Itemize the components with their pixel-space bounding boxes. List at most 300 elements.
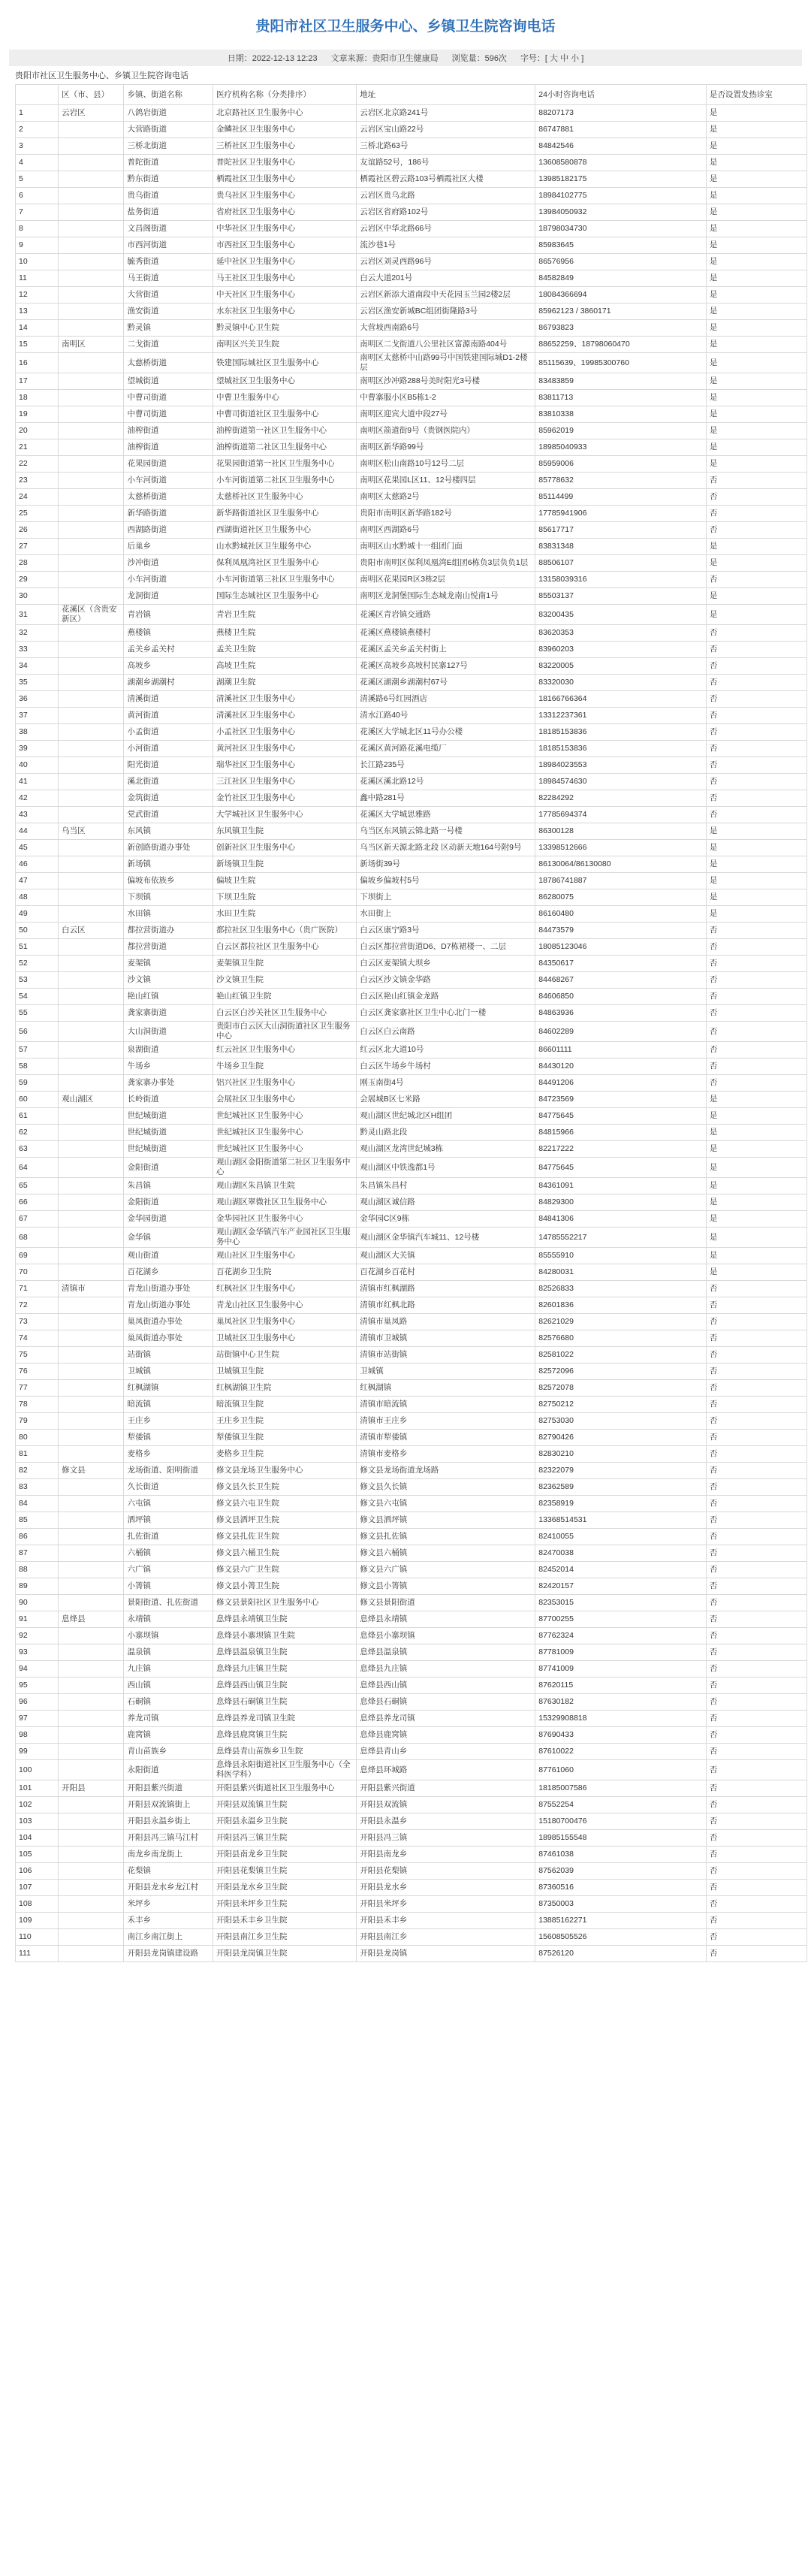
cell-row-index: 104 xyxy=(16,1830,59,1847)
cell-institution: 白云区白沙关社区卫生服务中心 xyxy=(213,1005,356,1022)
cell-institution: 下坝卫生院 xyxy=(213,889,356,906)
cell-phone: 83811713 xyxy=(535,390,707,406)
cell-address: 贵阳市南明区新华路182号 xyxy=(357,506,535,522)
cell-row-index: 26 xyxy=(16,522,59,539)
cell-district xyxy=(59,489,124,506)
cell-township: 六广镇 xyxy=(124,1562,213,1578)
cell-district xyxy=(59,956,124,972)
cell-institution: 都拉社区卫生服务中心（贵广医院） xyxy=(213,923,356,939)
cell-row-index: 61 xyxy=(16,1108,59,1125)
cell-district xyxy=(59,741,124,757)
cell-address: 息烽县小寨坝镇 xyxy=(357,1628,535,1644)
cell-district xyxy=(59,522,124,539)
cell-institution: 息烽县鹿窝镇卫生院 xyxy=(213,1727,356,1744)
cell-institution: 黔灵镇中心卫生院 xyxy=(213,320,356,337)
cell-institution: 息烽县永靖镇卫生院 xyxy=(213,1611,356,1628)
cell-phone: 15329908818 xyxy=(535,1711,707,1727)
cell-row-index: 93 xyxy=(16,1644,59,1661)
cell-row-index: 35 xyxy=(16,675,59,691)
cell-address: 清镇市站街镇 xyxy=(357,1347,535,1363)
table-row xyxy=(16,337,807,353)
cell-institution: 息烽县西山镇卫生院 xyxy=(213,1678,356,1694)
cell-row-index: 3 xyxy=(16,138,59,155)
cell-township: 观山街道 xyxy=(124,1248,213,1264)
cell-row-index: 107 xyxy=(16,1880,59,1896)
cell-address: 南明区迎宾大道中段27号 xyxy=(357,406,535,423)
cell-row-index: 102 xyxy=(16,1797,59,1813)
cell-township: 中曹司街道 xyxy=(124,406,213,423)
cell-township: 新创路街道办事处 xyxy=(124,840,213,856)
cell-row-index: 34 xyxy=(16,658,59,675)
table-row xyxy=(16,1578,807,1595)
table-row xyxy=(16,1595,807,1611)
cell-district xyxy=(59,1529,124,1545)
cell-address: 花溪区大学城思雅路 xyxy=(357,807,535,823)
cell-fever-clinic: 否 xyxy=(706,1545,806,1562)
cell-phone: 82572096 xyxy=(535,1363,707,1380)
cell-institution: 开阳县双流镇卫生院 xyxy=(213,1797,356,1813)
cell-address: 开阳县米坪乡 xyxy=(357,1896,535,1913)
cell-district xyxy=(59,790,124,807)
cell-address: 开阳县南龙乡 xyxy=(357,1847,535,1863)
cell-district xyxy=(59,1058,124,1075)
cell-institution: 息烽县温泉镇卫生院 xyxy=(213,1644,356,1661)
cell-address: 清溪路6号红园酒店 xyxy=(357,691,535,708)
cell-phone: 86747881 xyxy=(535,122,707,138)
cell-institution: 南明区兴关卫生院 xyxy=(213,337,356,353)
cell-institution: 高坡卫生院 xyxy=(213,658,356,675)
cell-address: 观山湖区诚信路 xyxy=(357,1194,535,1211)
cell-fever-clinic: 否 xyxy=(706,1022,806,1042)
cell-township: 二戈街道 xyxy=(124,337,213,353)
cell-institution: 青岩卫生院 xyxy=(213,605,356,625)
cell-address: 开阳县永温乡 xyxy=(357,1813,535,1830)
cell-institution: 偏坡卫生院 xyxy=(213,873,356,889)
table-row xyxy=(16,439,807,456)
cell-institution: 大学城社区卫生服务中心 xyxy=(213,807,356,823)
cell-district xyxy=(59,204,124,221)
cell-address: 息烽县养龙司镇 xyxy=(357,1711,535,1727)
cell-district xyxy=(59,1760,124,1780)
cell-township: 扎佐街道 xyxy=(124,1529,213,1545)
cell-fever-clinic: 是 xyxy=(706,122,806,138)
cell-address: 云岩区刘灵西路96号 xyxy=(357,254,535,270)
cell-phone: 82420157 xyxy=(535,1578,707,1595)
cell-district xyxy=(59,122,124,138)
cell-fever-clinic: 否 xyxy=(706,489,806,506)
cell-fever-clinic: 否 xyxy=(706,522,806,539)
cell-fever-clinic: 否 xyxy=(706,1661,806,1678)
cell-phone: 87461038 xyxy=(535,1847,707,1863)
cell-phone: 82217222 xyxy=(535,1141,707,1158)
cell-address: 白云大道201号 xyxy=(357,270,535,287)
cell-row-index: 54 xyxy=(16,989,59,1005)
cell-row-index: 5 xyxy=(16,171,59,188)
cell-row-index: 81 xyxy=(16,1446,59,1463)
cell-row-index: 92 xyxy=(16,1628,59,1644)
cell-address: 息烽县鹿窝镇 xyxy=(357,1727,535,1744)
cell-district xyxy=(59,254,124,270)
table-row xyxy=(16,1430,807,1446)
cell-district xyxy=(59,1264,124,1281)
cell-fever-clinic: 是 xyxy=(706,390,806,406)
cell-phone: 87526120 xyxy=(535,1946,707,1962)
cell-phone: 18786741887 xyxy=(535,873,707,889)
cell-fever-clinic: 否 xyxy=(706,658,806,675)
cell-fever-clinic: 否 xyxy=(706,1595,806,1611)
cell-row-index: 18 xyxy=(16,390,59,406)
table-row xyxy=(16,1913,807,1929)
cell-address: 会展城B区七米路 xyxy=(357,1092,535,1108)
cell-fever-clinic: 否 xyxy=(706,1397,806,1413)
cell-row-index: 77 xyxy=(16,1380,59,1397)
cell-township: 中曹司街道 xyxy=(124,390,213,406)
cell-row-index: 63 xyxy=(16,1141,59,1158)
cell-row-index: 53 xyxy=(16,972,59,989)
cell-phone: 87562039 xyxy=(535,1863,707,1880)
cell-fever-clinic: 否 xyxy=(706,1830,806,1847)
cell-phone: 84775645 xyxy=(535,1108,707,1125)
cell-institution: 保利凤凰湾社区卫生服务中心 xyxy=(213,555,356,572)
table-row xyxy=(16,1463,807,1479)
table-row xyxy=(16,1711,807,1727)
cell-township: 暗流镇 xyxy=(124,1397,213,1413)
cell-township: 阳光街道 xyxy=(124,757,213,774)
table-row xyxy=(16,221,807,237)
cell-institution: 修文县扎佐卫生院 xyxy=(213,1529,356,1545)
cell-row-index: 109 xyxy=(16,1913,59,1929)
cell-township: 开阳县龙水乡龙江村 xyxy=(124,1880,213,1896)
table-row xyxy=(16,588,807,605)
cell-district: 乌当区 xyxy=(59,823,124,840)
cell-institution: 观山湖区朱昌镇卫生院 xyxy=(213,1178,356,1194)
cell-address: 南明区二戈街道八公里社区富源南路404号 xyxy=(357,337,535,353)
cell-township: 久长街道 xyxy=(124,1479,213,1496)
cell-district xyxy=(59,1330,124,1347)
cell-township: 西湖路街道 xyxy=(124,522,213,539)
table-row xyxy=(16,1744,807,1760)
table-row xyxy=(16,1363,807,1380)
cell-institution: 艳山红镇卫生院 xyxy=(213,989,356,1005)
cell-address: 鑫中路281号 xyxy=(357,790,535,807)
cell-fever-clinic: 否 xyxy=(706,807,806,823)
table-row xyxy=(16,658,807,675)
cell-row-index: 14 xyxy=(16,320,59,337)
cell-district xyxy=(59,1363,124,1380)
cell-phone: 87741009 xyxy=(535,1661,707,1678)
cell-phone: 86160480 xyxy=(535,906,707,923)
table-row xyxy=(16,105,807,122)
cell-fever-clinic: 否 xyxy=(706,757,806,774)
cell-institution: 中华社区卫生服务中心 xyxy=(213,221,356,237)
cell-phone: 18185153836 xyxy=(535,741,707,757)
cell-row-index: 42 xyxy=(16,790,59,807)
cell-institution: 观山湖区翠微社区卫生服务中心 xyxy=(213,1194,356,1211)
cell-phone: 84723569 xyxy=(535,1092,707,1108)
cell-row-index: 22 xyxy=(16,456,59,473)
cell-phone: 82576680 xyxy=(535,1330,707,1347)
cell-fever-clinic: 否 xyxy=(706,1644,806,1661)
cell-address: 开阳县龙水乡 xyxy=(357,1880,535,1896)
cell-institution: 小孟社区卫生服务中心 xyxy=(213,724,356,741)
cell-fever-clinic: 否 xyxy=(706,1496,806,1512)
cell-row-index: 10 xyxy=(16,254,59,270)
cell-address: 观山湖区龙湾世纪城3栋 xyxy=(357,1141,535,1158)
header-row xyxy=(16,85,807,105)
cell-township: 沙冲街道 xyxy=(124,555,213,572)
table-row xyxy=(16,1760,807,1780)
cell-address: 南明区龙洞堡国际生态城龙南山悦南1号 xyxy=(357,588,535,605)
cell-phone: 82572078 xyxy=(535,1380,707,1397)
table-row xyxy=(16,956,807,972)
cell-fever-clinic: 是 xyxy=(706,287,806,304)
table-row xyxy=(16,539,807,555)
cell-row-index: 67 xyxy=(16,1211,59,1228)
cell-district xyxy=(59,1661,124,1678)
cell-row-index: 95 xyxy=(16,1678,59,1694)
cell-fever-clinic: 否 xyxy=(706,1529,806,1545)
cell-institution: 清溪社区卫生服务中心 xyxy=(213,691,356,708)
page-title: 贵阳市社区卫生服务中心、乡镇卫生院咨询电话 xyxy=(255,18,556,35)
cell-institution: 开阳县米坪乡卫生院 xyxy=(213,1896,356,1913)
cell-district xyxy=(59,658,124,675)
cell-row-index: 23 xyxy=(16,473,59,489)
cell-address: 清镇市卫城镇 xyxy=(357,1330,535,1347)
cell-township: 禾丰乡 xyxy=(124,1913,213,1929)
table-row xyxy=(16,1529,807,1545)
cell-address: 云岩区中华北路66号 xyxy=(357,221,535,237)
cell-address: 南明区沙冲路288号美时阳光3号楼 xyxy=(357,373,535,390)
cell-row-index: 79 xyxy=(16,1413,59,1430)
cell-fever-clinic: 否 xyxy=(706,972,806,989)
cell-fever-clinic: 否 xyxy=(706,1058,806,1075)
cell-address: 白云区白云南路 xyxy=(357,1022,535,1042)
cell-address: 花溪区孟关乡孟关村街上 xyxy=(357,642,535,658)
header-fever-clinic: 是否设置发热诊室 xyxy=(706,85,806,105)
cell-district xyxy=(59,1678,124,1694)
cell-fever-clinic: 否 xyxy=(706,1281,806,1297)
cell-district xyxy=(59,1005,124,1022)
cell-phone: 84842546 xyxy=(535,138,707,155)
cell-address: 息烽县环城路 xyxy=(357,1760,535,1780)
cell-address: 息烽县石硐镇 xyxy=(357,1694,535,1711)
cell-address: 长江路235号 xyxy=(357,757,535,774)
table-row xyxy=(16,708,807,724)
cell-phone: 87552254 xyxy=(535,1797,707,1813)
cell-fever-clinic: 是 xyxy=(706,873,806,889)
cell-township: 党武街道 xyxy=(124,807,213,823)
cell-address: 黔灵山路北段 xyxy=(357,1125,535,1141)
cell-fever-clinic: 否 xyxy=(706,1314,806,1330)
cell-address: 云岩区贵乌北路 xyxy=(357,188,535,204)
cell-phone: 84361091 xyxy=(535,1178,707,1194)
cell-institution: 金华园社区卫生服务中心 xyxy=(213,1211,356,1228)
cell-fever-clinic: 否 xyxy=(706,473,806,489)
cell-township: 花果园街道 xyxy=(124,456,213,473)
cell-phone: 82526833 xyxy=(535,1281,707,1297)
table-row xyxy=(16,1042,807,1058)
table-row xyxy=(16,390,807,406)
cell-institution: 卫城镇卫生院 xyxy=(213,1363,356,1380)
cell-phone: 82353015 xyxy=(535,1595,707,1611)
cell-phone: 13608580878 xyxy=(535,155,707,171)
table-row xyxy=(16,1297,807,1314)
cell-address: 开阳县紫兴街道 xyxy=(357,1780,535,1797)
cell-fever-clinic: 否 xyxy=(706,1863,806,1880)
header-township: 乡镇、街道名称 xyxy=(124,85,213,105)
cell-address: 云岩区北京路241号 xyxy=(357,105,535,122)
cell-institution: 省府社区卫生服务中心 xyxy=(213,204,356,221)
cell-district xyxy=(59,138,124,155)
cell-phone: 83220005 xyxy=(535,658,707,675)
cell-row-index: 1 xyxy=(16,105,59,122)
cell-fever-clinic: 是 xyxy=(706,204,806,221)
cell-fever-clinic: 否 xyxy=(706,1678,806,1694)
cell-address: 修文县景阳街道 xyxy=(357,1595,535,1611)
font-size-control[interactable]: 字号：[ 大 中 小 ] xyxy=(520,54,584,63)
cell-fever-clinic: 否 xyxy=(706,1330,806,1347)
cell-fever-clinic: 否 xyxy=(706,691,806,708)
cell-fever-clinic: 否 xyxy=(706,1694,806,1711)
cell-fever-clinic: 是 xyxy=(706,1141,806,1158)
cell-address: 花溪区燕楼镇燕楼村 xyxy=(357,625,535,642)
cell-row-index: 70 xyxy=(16,1264,59,1281)
cell-fever-clinic: 否 xyxy=(706,1797,806,1813)
cell-fever-clinic: 否 xyxy=(706,989,806,1005)
cell-township: 小寨坝镇 xyxy=(124,1628,213,1644)
cell-fever-clinic: 否 xyxy=(706,741,806,757)
cell-fever-clinic: 否 xyxy=(706,790,806,807)
cell-township: 金华镇 xyxy=(124,1228,213,1248)
cell-fever-clinic: 否 xyxy=(706,1780,806,1797)
cell-address: 清镇市麦格乡 xyxy=(357,1446,535,1463)
cell-district xyxy=(59,1711,124,1727)
cell-phone: 82284292 xyxy=(535,790,707,807)
cell-institution: 修文县景阳社区卫生服务中心 xyxy=(213,1595,356,1611)
cell-phone: 88506107 xyxy=(535,555,707,572)
cell-address: 息烽县西山镇 xyxy=(357,1678,535,1694)
table-row xyxy=(16,122,807,138)
cell-address: 卫城镇 xyxy=(357,1363,535,1380)
cell-row-index: 47 xyxy=(16,873,59,889)
cell-township: 大山洞街道 xyxy=(124,1022,213,1042)
cell-phone: 17785941906 xyxy=(535,506,707,522)
cell-row-index: 66 xyxy=(16,1194,59,1211)
cell-institution: 开阳县龙岗镇卫生院 xyxy=(213,1946,356,1962)
cell-address: 朱昌镇朱昌村 xyxy=(357,1178,535,1194)
cell-address: 乌当区新天源北路北段 区动新天地164号附9号 xyxy=(357,840,535,856)
cell-phone: 18185153836 xyxy=(535,724,707,741)
cell-fever-clinic: 是 xyxy=(706,221,806,237)
table-row xyxy=(16,1512,807,1529)
cell-address: 南明区西湖路6号 xyxy=(357,522,535,539)
cell-address: 白云区牛场乡牛场村 xyxy=(357,1058,535,1075)
cell-address: 友谊路52号，186号 xyxy=(357,155,535,171)
table-row xyxy=(16,1141,807,1158)
cell-district xyxy=(59,555,124,572)
cell-address: 息烽县九庄镇 xyxy=(357,1661,535,1678)
cell-institution: 暗流镇卫生院 xyxy=(213,1397,356,1413)
cell-row-index: 111 xyxy=(16,1946,59,1962)
cell-phone: 82753030 xyxy=(535,1413,707,1430)
cell-fever-clinic: 是 xyxy=(706,406,806,423)
cell-phone: 83320030 xyxy=(535,675,707,691)
cell-address: 修文县六桶镇 xyxy=(357,1545,535,1562)
cell-district xyxy=(59,1194,124,1211)
cell-phone: 87620115 xyxy=(535,1678,707,1694)
cell-address: 修文县久长镇 xyxy=(357,1479,535,1496)
cell-institution: 开阳县龙水乡卫生院 xyxy=(213,1880,356,1896)
cell-district xyxy=(59,473,124,489)
cell-row-index: 44 xyxy=(16,823,59,840)
cell-institution: 贵乌社区卫生服务中心 xyxy=(213,188,356,204)
cell-district xyxy=(59,1847,124,1863)
cell-phone: 13312237361 xyxy=(535,708,707,724)
cell-district xyxy=(59,807,124,823)
cell-address: 开阳县双流镇 xyxy=(357,1797,535,1813)
table-row xyxy=(16,724,807,741)
table-row xyxy=(16,1896,807,1913)
cell-township: 偏坡布依族乡 xyxy=(124,873,213,889)
cell-township: 青龙山街道办事处 xyxy=(124,1281,213,1297)
table-row xyxy=(16,691,807,708)
cell-township: 龙洞街道 xyxy=(124,588,213,605)
cell-district: 云岩区 xyxy=(59,105,124,122)
cell-township: 溪北街道 xyxy=(124,774,213,790)
header-institution: 医疗机构名称（分类排序） xyxy=(213,85,356,105)
cell-address: 清镇市暗流镇 xyxy=(357,1397,535,1413)
cell-district xyxy=(59,989,124,1005)
cell-phone: 85959006 xyxy=(535,456,707,473)
cell-address: 红枫湖镇 xyxy=(357,1380,535,1397)
table-row xyxy=(16,1929,807,1946)
cell-address: 白云区沙文镇金华路 xyxy=(357,972,535,989)
cell-fever-clinic: 否 xyxy=(706,1744,806,1760)
cell-institution: 金鳞社区卫生服务中心 xyxy=(213,122,356,138)
table-row xyxy=(16,1611,807,1628)
table-row xyxy=(16,840,807,856)
cell-institution: 山水黔城社区卫生服务中心 xyxy=(213,539,356,555)
cell-phone: 82362589 xyxy=(535,1479,707,1496)
cell-row-index: 36 xyxy=(16,691,59,708)
cell-township: 王庄乡 xyxy=(124,1413,213,1430)
cell-township: 六桶镇 xyxy=(124,1545,213,1562)
cell-institution: 观山湖区金阳街道第二社区卫生服务中心 xyxy=(213,1158,356,1178)
cell-township: 金阳街道 xyxy=(124,1158,213,1178)
cell-institution: 金竹社区卫生服务中心 xyxy=(213,790,356,807)
cell-fever-clinic: 否 xyxy=(706,642,806,658)
cell-phone: 85503137 xyxy=(535,588,707,605)
table-row xyxy=(16,1125,807,1141)
table-row xyxy=(16,188,807,204)
cell-township: 麦格乡 xyxy=(124,1446,213,1463)
cell-fever-clinic: 是 xyxy=(706,1158,806,1178)
table-row xyxy=(16,1661,807,1678)
cell-institution: 开阳县南江乡卫生院 xyxy=(213,1929,356,1946)
cell-fever-clinic: 否 xyxy=(706,1727,806,1744)
cell-phone: 18985040933 xyxy=(535,439,707,456)
cell-institution: 沙文镇卫生院 xyxy=(213,972,356,989)
cell-district xyxy=(59,1178,124,1194)
cell-phone: 82830210 xyxy=(535,1446,707,1463)
cell-row-index: 12 xyxy=(16,287,59,304)
cell-fever-clinic: 否 xyxy=(706,1380,806,1397)
cell-address: 花溪区大学城北区11号办公楼 xyxy=(357,724,535,741)
cell-row-index: 75 xyxy=(16,1347,59,1363)
cell-fever-clinic: 是 xyxy=(706,456,806,473)
cell-institution: 观山湖区金华镇汽车产业园社区卫生服务中心 xyxy=(213,1228,356,1248)
cell-township: 开阳县紫兴街道 xyxy=(124,1780,213,1797)
